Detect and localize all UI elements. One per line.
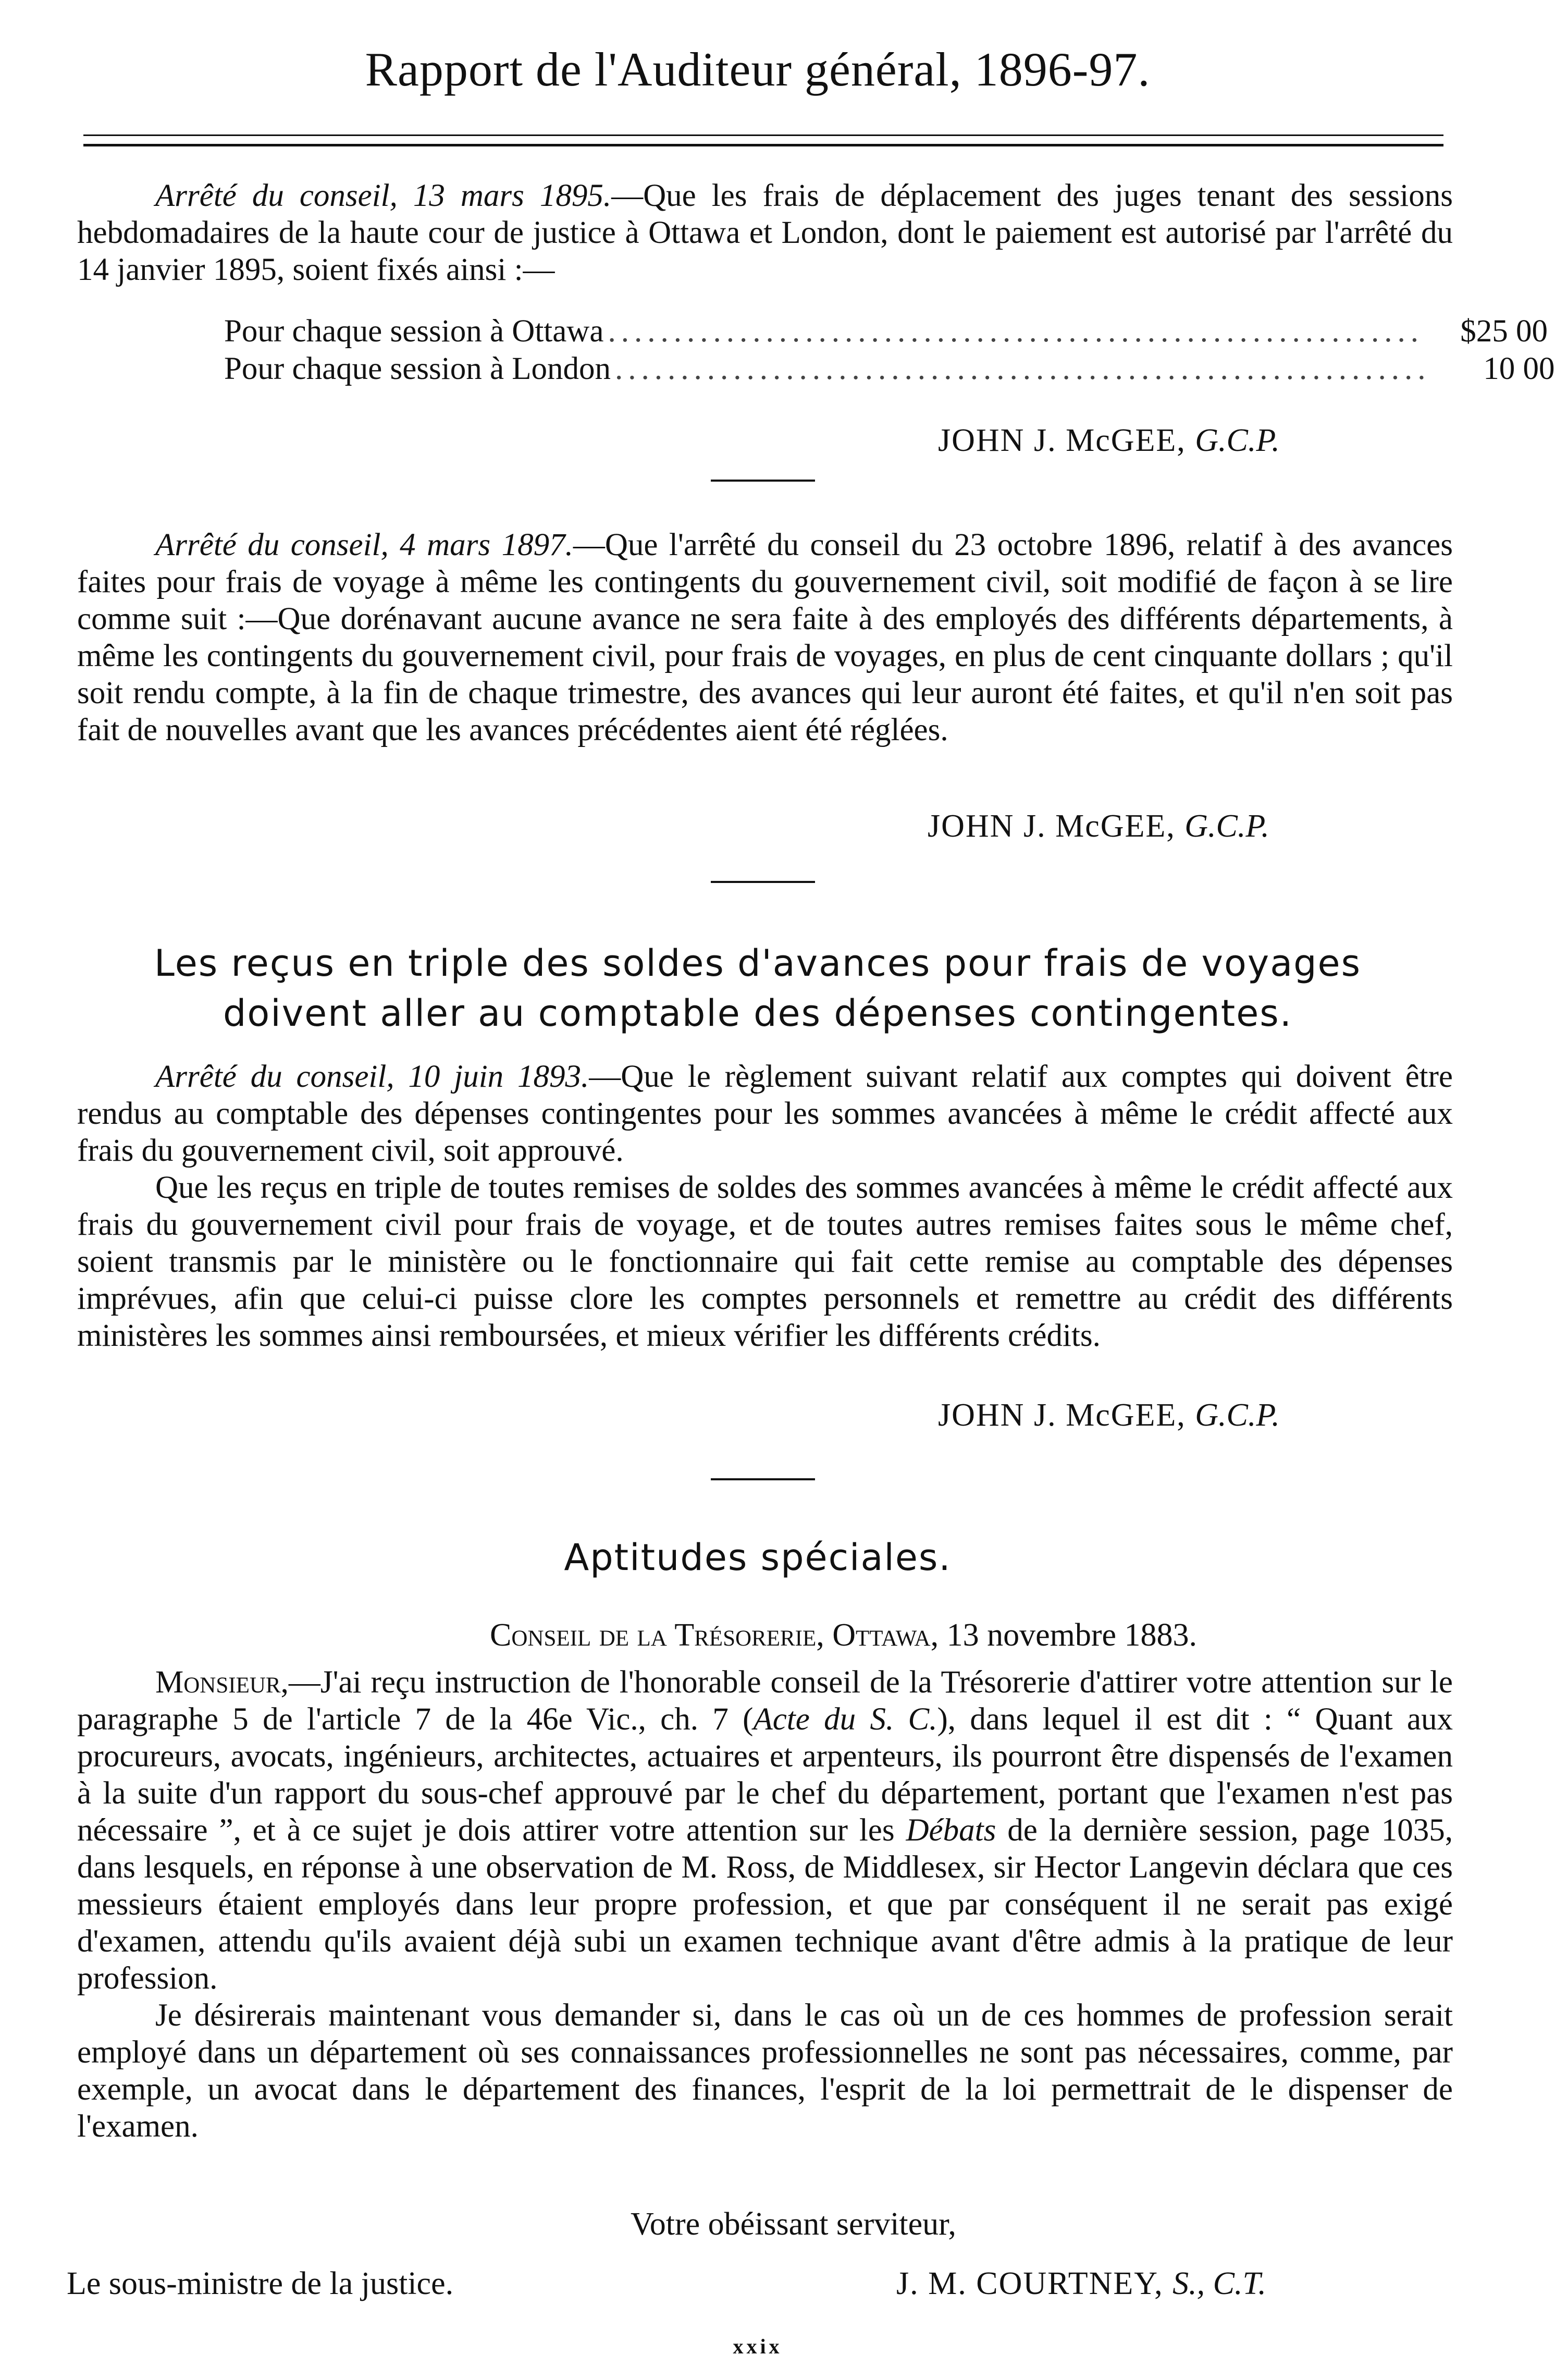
header-rule-thin bbox=[83, 134, 1443, 136]
section-3-text-2: Que les reçus en triple de toutes remises de soldes des sommes avancées à même le crédit affecté aux frais du gouvernement civil pour frais de voyage, et de toutes autres remises faites sous le même chef, soient transmis par le ministère ou le fonctionnaire qui fait cette remise au comptable des dépenses imprévues, afin que celui-ci puisse clore les comptes personnels et remettre au crédit des différents ministères les sommes ainsi remboursées, et mieux vérifier les différents crédits. bbox=[77, 1170, 1453, 1353]
dateline bbox=[490, 1617, 1197, 1654]
section-1-paragraph bbox=[77, 177, 1453, 288]
signature-courtney bbox=[896, 2265, 1266, 2302]
letter-closing: Votre obéissant serviteur, bbox=[631, 2206, 956, 2242]
order-in-council-citation: Arrêté du conseil, 10 juin 1893. bbox=[155, 1059, 589, 1094]
section-3-text-1: —Que le règlement suivant relatif aux comptes qui doivent être rendus au comptable des dépenses contingentes pour les sommes avancées à même le crédit affecté aux frais du gouvernement civil, soit approuvé. bbox=[77, 1059, 1453, 1168]
fee-row-ottawa bbox=[224, 313, 1548, 350]
fee-label: Pour chaque session à Ottawa bbox=[224, 314, 604, 349]
signer-title: S., C.T. bbox=[1173, 2266, 1266, 2301]
fee-amount: $25 00 bbox=[1460, 314, 1548, 349]
section-separator bbox=[711, 1478, 815, 1480]
signer-name: J. M. COURTNEY, bbox=[896, 2266, 1164, 2301]
letter-body bbox=[77, 1664, 1453, 2145]
section-4-heading: Aptitudes spéciales. bbox=[564, 1536, 952, 1579]
signature-mcgee-2 bbox=[928, 808, 1269, 845]
section-separator bbox=[711, 480, 815, 482]
order-in-council-citation: Arrêté du conseil, 13 mars 1895. bbox=[155, 178, 612, 213]
fee-amount: 10 00 bbox=[1483, 351, 1555, 386]
dateline-date: 13 novembre 1883. bbox=[946, 1617, 1198, 1653]
signer-name: JOHN J. McGEE, bbox=[938, 1397, 1186, 1433]
letter-text-b: ), dans lequel il est dit : “ Quant aux procureurs, avocats, ingénieurs, architectes, actuaires et arpenteurs, ils pourront être dispensés de l'examen à la suite d'un rapport du sous-chef approuvé par le chef du département, portant que l'examen n'est pas nécessaire ”, et à ce sujet je dois attirer votre attention sur les bbox=[77, 1702, 1453, 1848]
dateline-place: Ottawa, bbox=[832, 1617, 939, 1653]
page-header-title: Rapport de l'Auditeur général, 1896-97. bbox=[365, 43, 1151, 96]
letter-text-a: —J'ai reçu instruction de l'honorable conseil de la Trésorerie d'attirer votre attention sur le paragraphe 5 de l'article 7 de la 46e Vic., ch. 7 ( bbox=[77, 1665, 1453, 1737]
debats-reference: Débats bbox=[906, 1813, 996, 1848]
section-3-paragraphs bbox=[77, 1058, 1453, 1354]
page-folio: xxix bbox=[733, 2335, 783, 2358]
header-rule-thick bbox=[83, 144, 1443, 146]
fee-table bbox=[224, 313, 1555, 388]
order-in-council-citation: Arrêté du conseil, 4 mars 1897. bbox=[155, 527, 573, 562]
section-2-text: —Que l'arrêté du conseil du 23 octobre 1896, relatif à des avances faites pour frais de voyage à même les contingents du gouvernement civil, soit modifié de façon à se lire comme suit :—Que dorénavant aucune avance ne sera faite à des employés des différents départements, à même les contingents du gouvernement civil, pour frais de voyages, en plus de cent cinquante dollars ; qu'il soit rendu compte, à la fin de chaque trimestre, des avances qui leur auront été faites, et qu'il n'en soit pas fait de nouvelles avant que les avances précédentes aient été réglées. bbox=[77, 527, 1453, 747]
heading-line: Les reçus en triple des soldes d'avances pour frais de voyages bbox=[154, 942, 1362, 985]
fee-label: Pour chaque session à London bbox=[224, 351, 611, 386]
letter-paragraph-2: Je désirerais maintenant vous demander si, dans le cas où un de ces hommes de profession serait employé dans un département où ses connaissances professionnelles ne sont pas nécessaires, comme, par exemple, un avocat dans le département des finances, l'esprit de la loi permettrait de le dispenser de l'examen. bbox=[77, 1998, 1453, 2144]
heading-line: doivent aller au comptable des dépenses contingentes. bbox=[223, 992, 1293, 1035]
salutation: Monsieur, bbox=[155, 1665, 289, 1700]
letter-text-c: de la dernière session, page 1035, dans lesquels, en réponse à une observation de M. Ross, de Middlesex, sir Hector Langevin déclara que ces messieurs étaient employés dans leur propre profession, et que par conséquent il ne serait pas exigé d'examen, attendu qu'ils avaient déjà subi un examen technique avant d'être admis à la pratique de leur profession. bbox=[77, 1813, 1453, 1996]
act-reference: Acte du S. C. bbox=[753, 1702, 937, 1737]
leader-dots: .............................................................. bbox=[615, 351, 1431, 386]
section-3-heading bbox=[0, 938, 1515, 1038]
section-1-text: —Que les frais de déplacement des juges tenant des sessions hebdomadaires de la haute cour de justice à Ottawa et London, dont le paiement est autorisé par l'arrêté du 14 janvier 1895, soient fixés ainsi :— bbox=[77, 178, 1453, 287]
letter-addressee: Le sous-ministre de la justice. bbox=[67, 2266, 454, 2301]
signer-title: G.C.P. bbox=[1195, 423, 1280, 458]
signer-title: G.C.P. bbox=[1195, 1397, 1280, 1433]
fee-row-london bbox=[224, 350, 1555, 388]
section-2-paragraph bbox=[77, 526, 1453, 749]
signer-name: JOHN J. McGEE, bbox=[928, 808, 1176, 844]
signature-mcgee-3 bbox=[938, 1397, 1280, 1434]
signer-name: JOHN J. McGEE, bbox=[938, 423, 1186, 458]
signature-mcgee-1 bbox=[938, 422, 1280, 459]
dateline-org: Conseil de la Trésorerie, bbox=[490, 1617, 824, 1653]
section-separator bbox=[711, 881, 815, 883]
signer-title: G.C.P. bbox=[1184, 808, 1269, 844]
leader-dots: .............................................................. bbox=[608, 314, 1424, 349]
